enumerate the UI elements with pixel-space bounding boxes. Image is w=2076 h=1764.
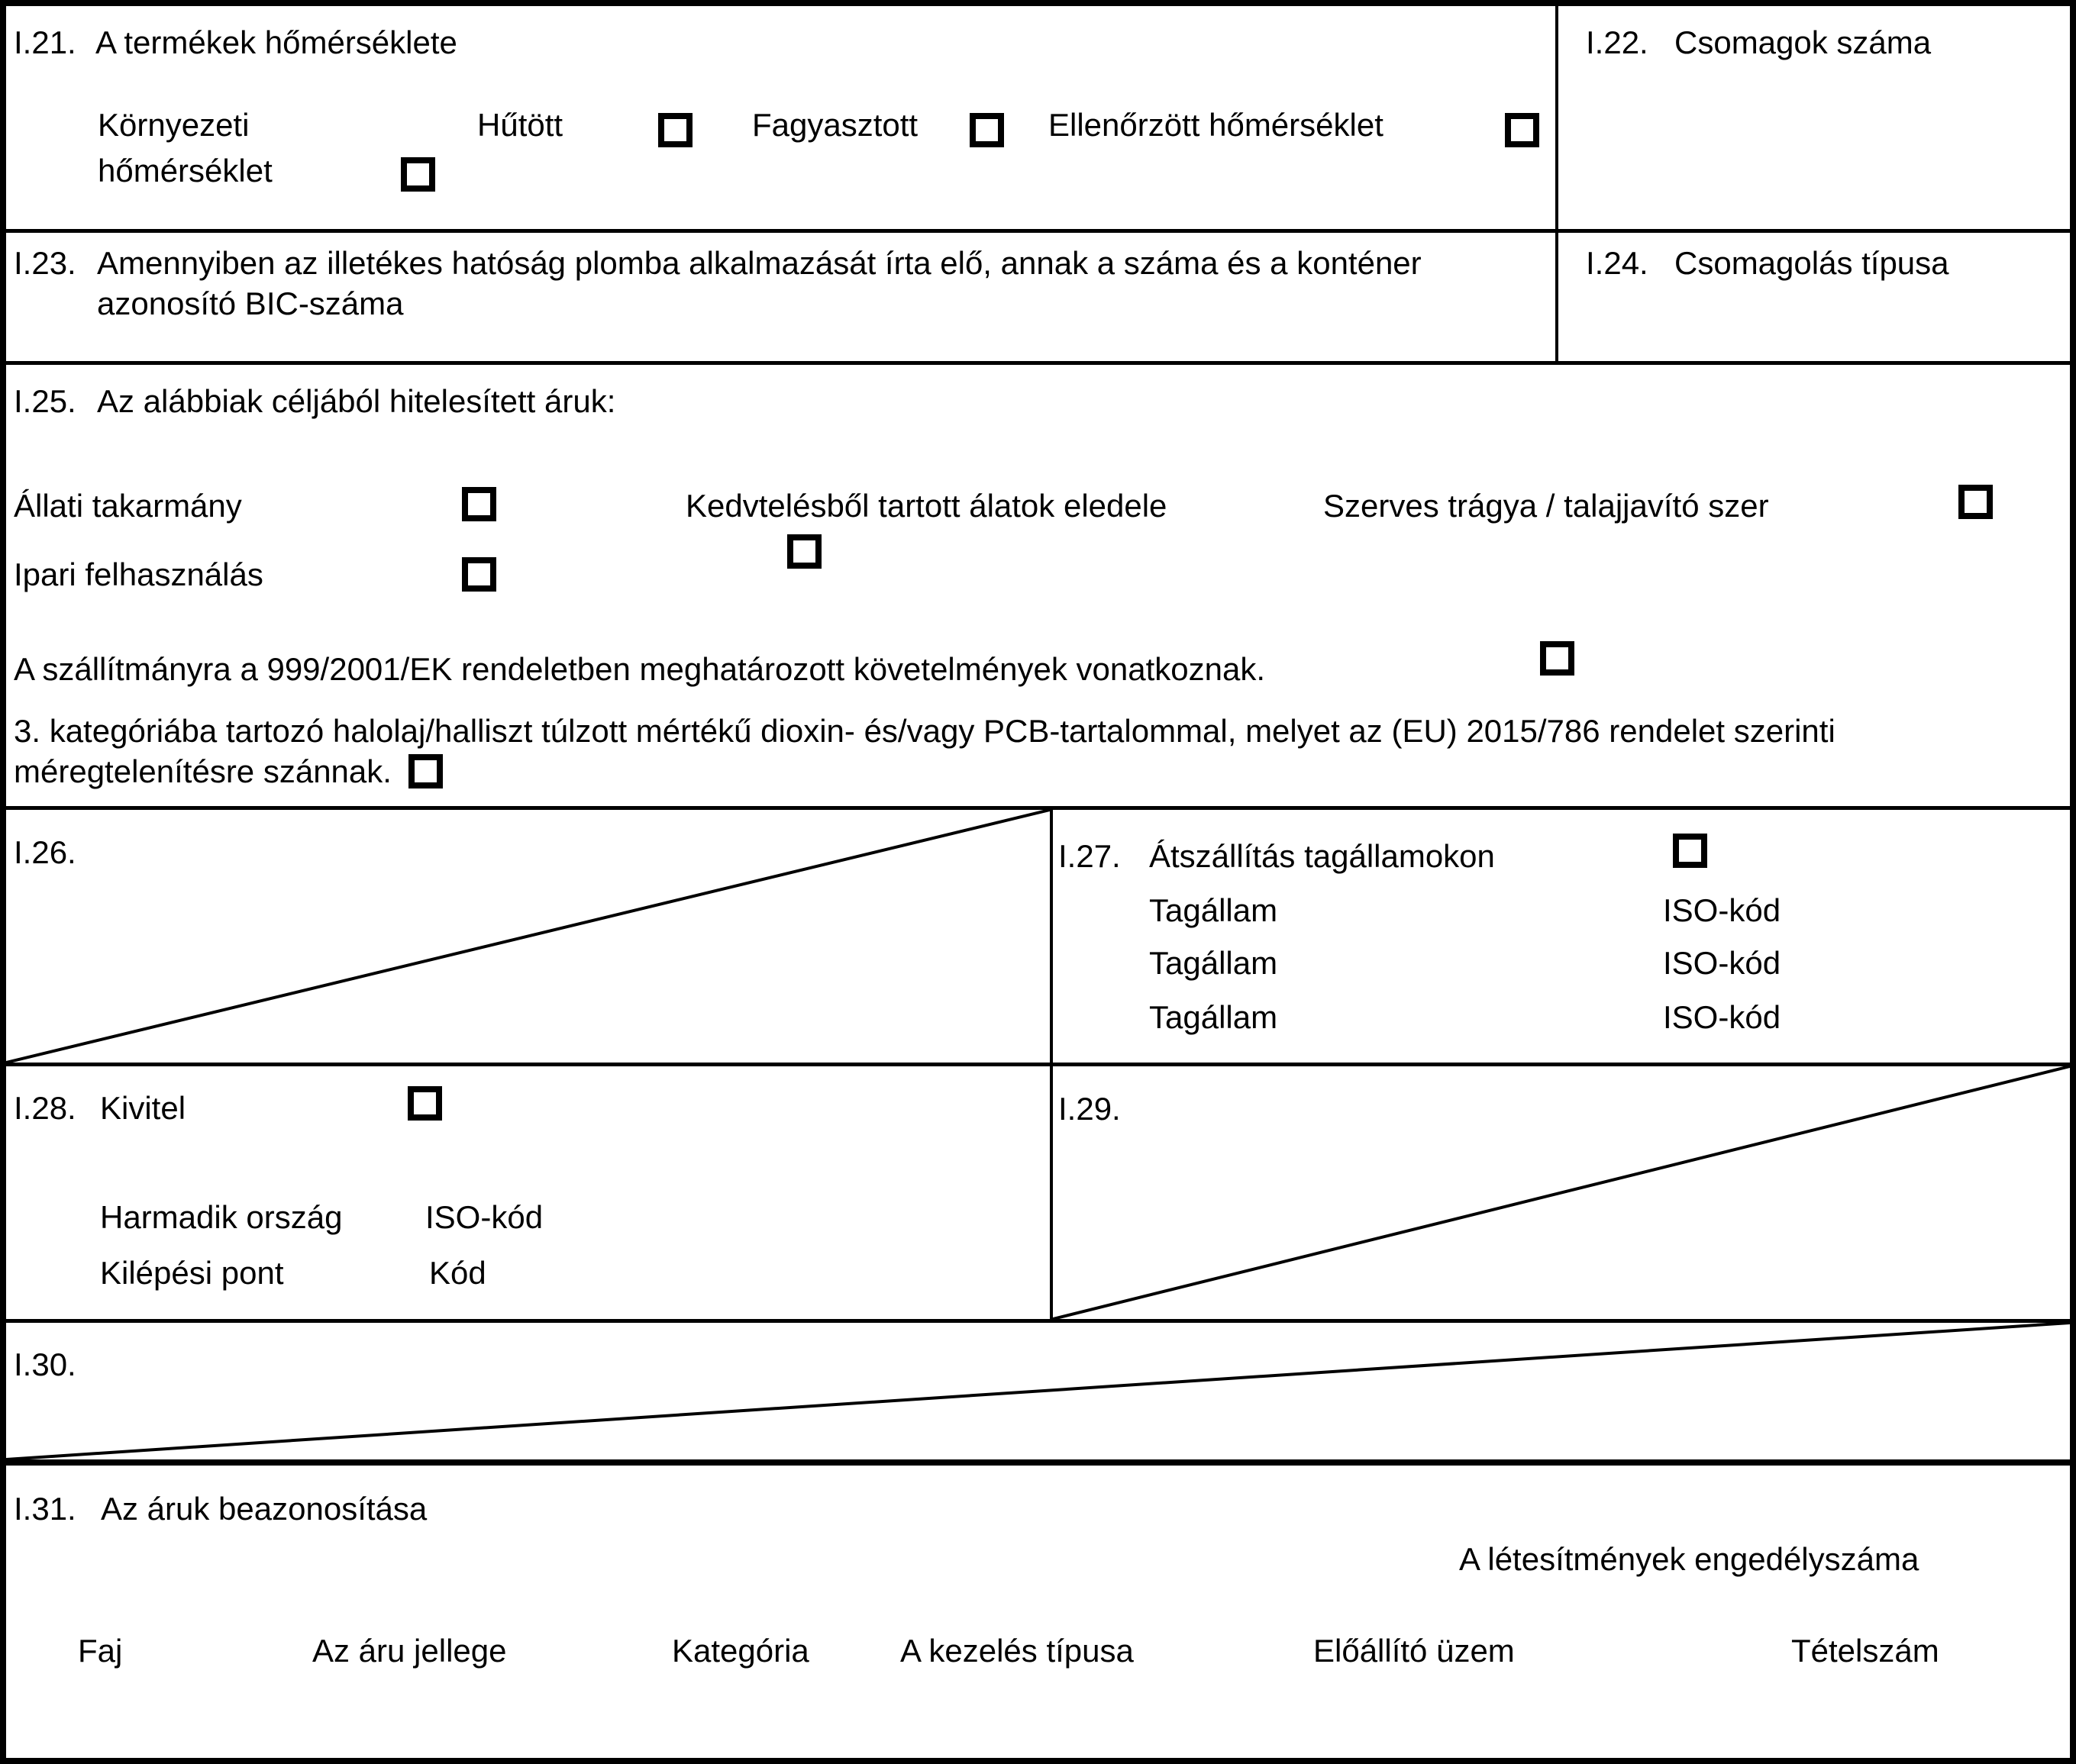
i25-industrial-label: Ipari felhasználás [14,556,263,592]
i27-title: Átszállítás tagállamokon [1149,838,1495,874]
i31-title: Az áruk beazonosítása [101,1491,428,1527]
diagonal-strikeout-i26 [6,810,1050,1063]
i28-iso-code-label: ISO-kód [425,1199,544,1235]
i26-number: I.26. [14,834,76,870]
i21-chilled-checkbox[interactable] [658,113,693,147]
i25-fertilizer-label: Szerves trágya / talajjavító szer [1323,488,1769,524]
row-i28-i29 [6,1066,2070,1323]
i28-code-label: Kód [429,1255,486,1291]
i21-controlled-checkbox[interactable] [1505,113,1539,147]
field-i25 [6,365,2070,810]
field-i28 [6,1066,1053,1319]
field-i29 [1053,1066,2070,1319]
field-i21 [6,6,1558,229]
i21-ambient-label-line1: Környezeti [98,107,250,143]
i31-number: I.31. [14,1491,76,1527]
field-i30 [6,1323,2070,1466]
i25-statement-999-checkbox[interactable] [1540,641,1574,676]
i27-number: I.27. [1058,838,1121,874]
i27-iso-code-label-2: ISO-kód [1663,945,1781,981]
i25-fertilizer-checkbox[interactable] [1958,485,1993,519]
field-i23 [6,233,1558,361]
i24-number: I.24. [1586,245,1648,281]
i31-column-category: Kategória [672,1633,809,1669]
i25-feed-checkbox[interactable] [462,487,496,521]
i23-number: I.23. [14,245,76,281]
i27-iso-code-label-3: ISO-kód [1663,999,1781,1035]
i31-column-nature: Az áru jellege [312,1633,507,1669]
i25-petfood-checkbox[interactable] [787,534,822,569]
i25-statement-cat3-label: 3. kategóriába tartozó halolaj/halliszt túlzott mértékű dioxin- és/vagy PCB-tartalommal, melyet az (EU) 2015/786 rendelet szerinti méregtelenítésre szánnak. [14,713,1835,789]
field-i22 [1558,6,2070,229]
i27-member-state-label-1: Tagállam [1149,892,1278,928]
i28-number: I.28. [14,1090,76,1126]
i24-title: Csomagolás típusa [1674,245,1949,281]
i21-ambient-label-line2: hőmérséklet [98,153,273,189]
i21-ambient-checkbox[interactable] [401,157,435,192]
diagonal-strikeout-i29 [1053,1066,2070,1319]
i21-chilled-label: Hűtött [477,107,563,143]
i21-frozen-label: Fagyasztott [752,107,919,143]
i27-member-state-label-2: Tagállam [1149,945,1278,981]
i25-statement-cat3 [14,711,2060,792]
i31-column-plant: Előállító üzem [1313,1633,1515,1669]
i21-title: A termékek hőmérséklete [95,24,457,60]
i25-statement-999-label: A szállítmányra a 999/2001/EK rendeletben meghatározott követelmények vonatkoznak. [14,651,1265,687]
i25-statement-cat3-checkbox[interactable] [408,754,443,788]
i27-transit-checkbox[interactable] [1673,834,1707,868]
i25-petfood-label: Kedvtelésből tartott álatok eledele [686,488,1167,524]
i25-feed-label: Állati takarmány [14,488,242,524]
i28-export-checkbox[interactable] [408,1086,442,1121]
row-i26-i27 [6,810,2070,1066]
i31-column-treatment-type: A kezelés típusa [900,1633,1134,1669]
diagonal-strikeout-i30 [6,1323,2070,1459]
i27-iso-code-label-1: ISO-kód [1663,892,1781,928]
i22-title: Csomagok száma [1674,24,1932,60]
i30-number: I.30. [14,1346,76,1382]
i27-member-state-label-3: Tagállam [1149,999,1278,1035]
i28-title: Kivitel [100,1090,186,1126]
i21-number: I.21. [14,24,76,60]
i21-controlled-label: Ellenőrzött hőmérséklet [1048,107,1383,143]
row-i23-i24 [6,233,2070,365]
i28-exit-point-label: Kilépési pont [100,1255,284,1291]
field-i26 [6,810,1053,1063]
field-i27 [1053,810,2070,1063]
i25-title: Az alábbiak céljából hitelesített áruk: [97,383,616,419]
i28-third-country-label: Harmadik ország [100,1199,343,1235]
i25-number: I.25. [14,383,76,419]
i23-title: Amennyiben az illetékes hatóság plomba alkalmazását írta elő, annak a száma és a konténer azonosító BIC-száma [97,245,1422,321]
i31-column-batch-number: Tételszám [1791,1633,1939,1669]
field-i31 [6,1466,2070,1758]
field-i24 [1558,233,2070,361]
i21-frozen-checkbox[interactable] [970,113,1004,147]
i31-column-species: Faj [78,1633,123,1669]
i22-number: I.22. [1586,24,1648,60]
row-i21-i22 [6,6,2070,233]
i25-industrial-checkbox[interactable] [462,557,496,592]
i31-approval-number-label: A létesítmények engedélyszáma [1459,1541,1919,1577]
i29-number: I.29. [1058,1091,1121,1127]
